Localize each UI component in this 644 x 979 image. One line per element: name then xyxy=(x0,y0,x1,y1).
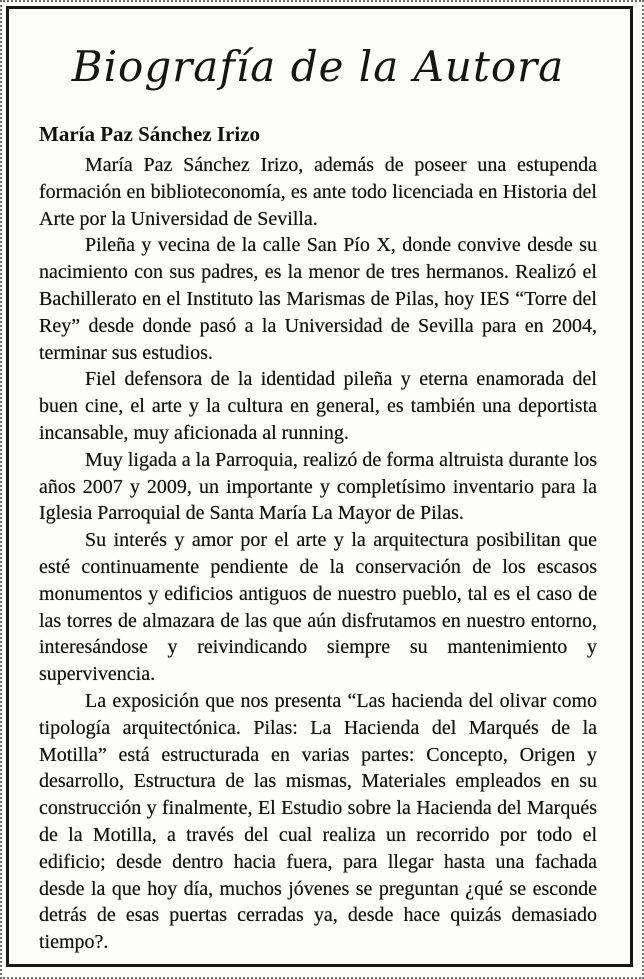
paragraph-interests: Fiel defensora de la identidad pileña y eterna enamorada del buen cine, el arte y la cultura en general, es también una deportista incansable, muy aficionada al running. xyxy=(39,368,597,444)
author-name-heading: María Paz Sánchez Irizo xyxy=(39,122,261,146)
paragraph-heritage-conservation: Su interés y amor por el arte y la arquitectura posibilitan que esté continuamente pendiente de la conservación de los escasos monumentos y edificios antiguos de nuestro pueblo, tal es el caso de las torres de almazara de las que aún disfrutamos en nuestro entorno, interesándose y reivindicando siempre su mantenimiento y supervivencia. xyxy=(39,529,597,686)
paragraph-exhibition-description: La exposición que nos presenta “Las hacienda del olivar como tipología arquitectónica. Pilas: La Hacienda del Marqués de la Motilla” está estructurada en varias partes: Concepto, Origen y desarrollo, Estructura de las mismas, Materiales empleados en su construcción y finalmente, El Estudio sobre la Hacienda del Marqués de la Motilla, a través del cual realiza un recorrido por todo el edificio; desde dentro hacia fuera, para llegar hasta una fachada desde la que hoy día, muchos jóvenes se preguntan ¿qué se esconde detrás de esas puertas cerradas ya, desde hace quizás demasiado tiempo?. xyxy=(39,689,597,954)
paragraph-parish-inventory: Muy ligada a la Parroquia, realizó de forma altruista durante los años 2007 y 2009, un importante y completísimo inventario para la Iglesia Parroquial de Santa María La Mayor de Pilas. xyxy=(39,448,597,525)
paragraph-origins: Pileña y vecina de la calle San Pío X, donde convive desde su nacimiento con sus padres, es la menor de tres hermanos. Realizó el Bachillerato en el Instituto las Marismas de Pilas, hoy IES “Torre del Rey” desde donde pasó a la Universidad de Sevilla para en 2004, terminar sus estudios. xyxy=(39,234,597,364)
page-title: Biografía de la Autora xyxy=(71,42,565,91)
page-border-frame xyxy=(6,6,633,967)
paragraph-education: María Paz Sánchez Irizo, además de poseer una estupenda formación en biblioteconomía, es ante todo licenciada en Historia del Arte por la Universidad de Sevilla. xyxy=(39,154,597,230)
